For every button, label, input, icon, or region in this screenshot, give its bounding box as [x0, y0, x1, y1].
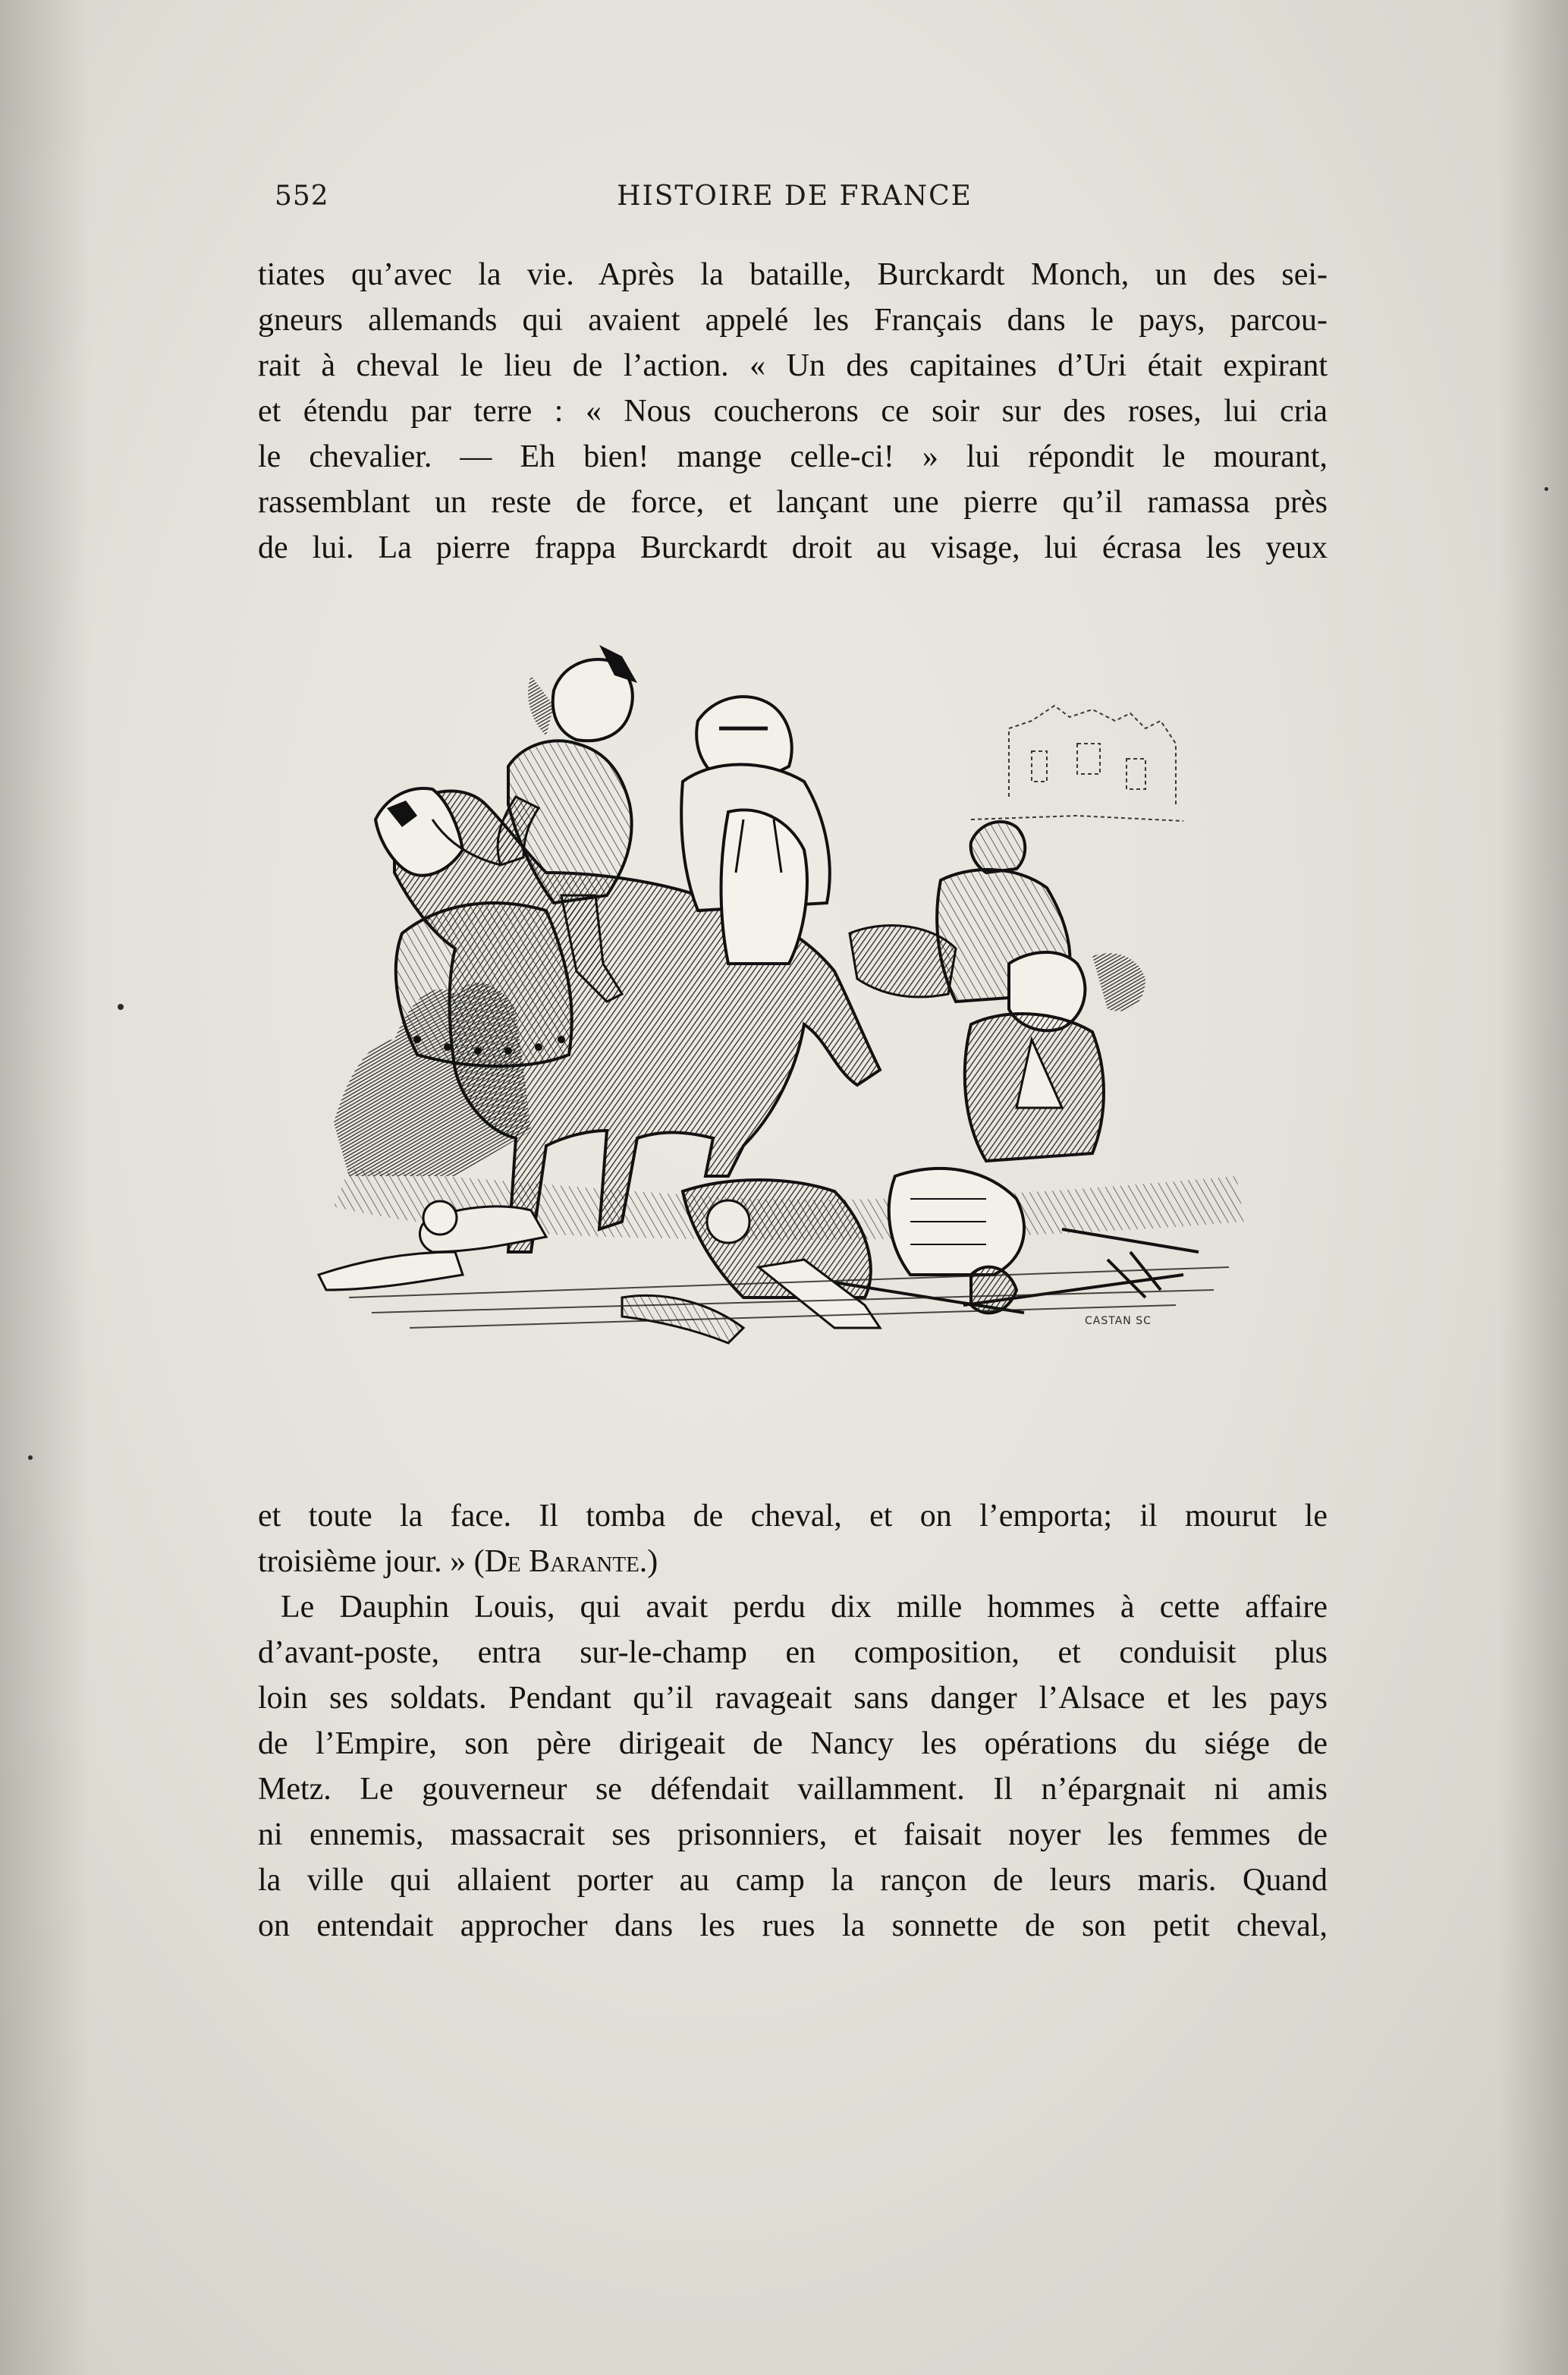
text-line: rait à cheval le lieu de l’action. « Un des capitaines d’Uri était expirant: [258, 348, 1328, 383]
engraving-illustration: [303, 645, 1274, 1419]
text-line: et étendu par terre : « Nous coucherons ce soir sur des roses, lui cria: [258, 394, 1328, 429]
text-line: de lui. La pierre frappa Burckardt droit au visage, lui écrasa les yeux: [258, 530, 1328, 565]
running-title: HISTOIRE DE FRANCE: [617, 181, 973, 212]
text-line: on entendait approcher dans les rues la sonnette de son petit cheval,: [258, 1908, 1328, 1943]
text-line: d’avant-poste, entra sur-le-champ en composition, et conduisit plus: [258, 1635, 1328, 1670]
text-line: le chevalier. — Eh bien! mange celle-ci! » lui répondit le mourant,: [258, 439, 1328, 474]
text-line: de l’Empire, son père dirigeait de Nancy les opérations du siége de: [258, 1726, 1328, 1761]
gutter-shadow: [0, 0, 91, 2375]
ink-speck: [28, 1455, 33, 1460]
text-line-citation: [258, 1539, 1328, 1584]
engraving-knights-battlefield: [303, 645, 1274, 1419]
citation-close: ): [647, 1544, 658, 1579]
ink-speck: [1544, 487, 1548, 491]
text-line: Le Dauphin Louis, qui avait perdu dix mille hommes à cette affaire: [281, 1590, 1328, 1625]
text-line: ni ennemis, massacrait ses prisonniers, et faisait noyer les femmes de: [258, 1817, 1328, 1852]
page-number: 552: [275, 181, 329, 212]
text-line: gneurs allemands qui avaient appelé les Français dans le pays, parcou-: [258, 303, 1328, 338]
ink-speck: [118, 1004, 124, 1010]
page-edge-shadow: [1500, 0, 1568, 2375]
text-line: Metz. Le gouverneur se défendait vaillamment. Il n’épargnait ni amis: [258, 1772, 1328, 1807]
castle-ruins: [971, 706, 1183, 821]
citation: De Barante.: [484, 1544, 648, 1579]
text-line: rassemblant un reste de force, et lançant une pierre qu’il ramassa près: [258, 485, 1328, 520]
text-line: la ville qui allaient porter au camp la rançon de leurs maris. Quand: [258, 1863, 1328, 1898]
text-line: tiates qu’avec la vie. Après la bataille, Burckardt Monch, un des sei-: [258, 257, 1328, 292]
paragraph-top: [258, 252, 1328, 571]
text-line: et toute la face. Il tomba de cheval, et on l’emporta; il mourut le: [258, 1499, 1328, 1534]
engraver-signature: CASTAN SC: [1085, 1315, 1152, 1327]
running-head: [266, 181, 1324, 220]
paragraph-bottom: [258, 1493, 1328, 1949]
text-line: troisième jour. » (: [258, 1544, 485, 1579]
text-line: loin ses soldats. Pendant qu’il ravageait sans danger l’Alsace et les pays: [258, 1681, 1328, 1716]
